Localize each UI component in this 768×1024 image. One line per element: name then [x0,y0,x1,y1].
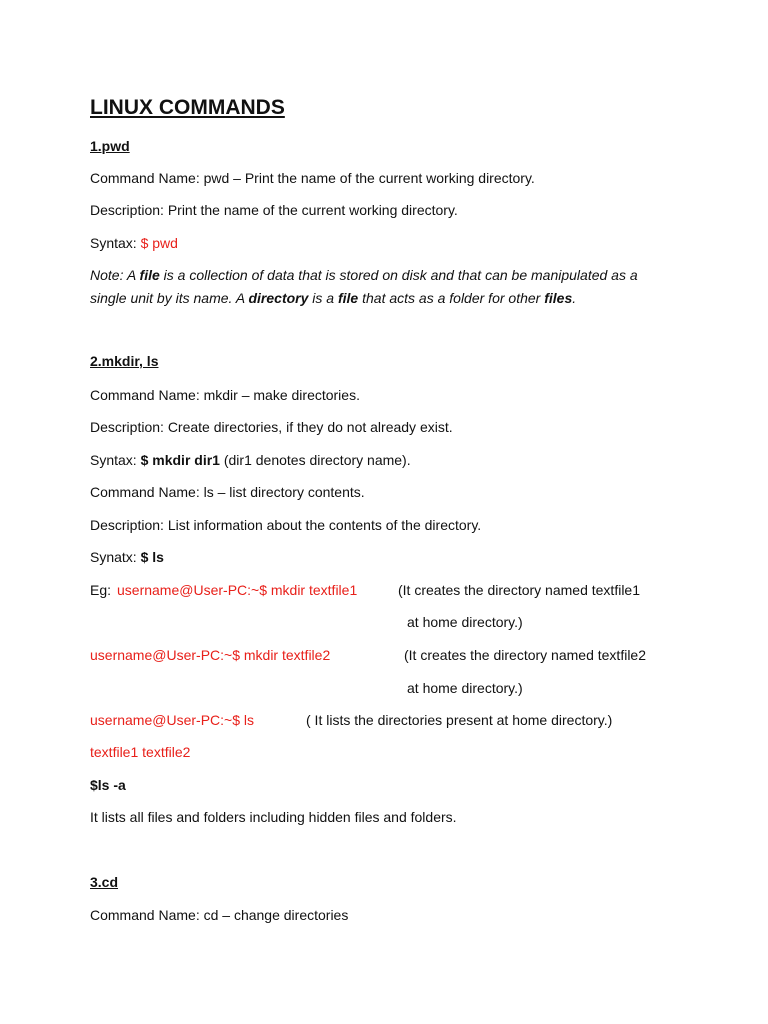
mkdir-description: Description: Create directories, if they do not already exist. [90,419,453,435]
example-note-1a: (It creates the directory named textfile1 [398,582,640,598]
pwd-command-name: Command Name: pwd – Print the name of the current working directory. [90,170,535,186]
section-heading-mkdir-ls: 2.mkdir, ls [90,353,159,369]
ls-syntax: Synatx: $ ls [90,549,164,565]
example-command-3: username@User-PC:~$ ls [90,712,254,728]
mkdir-command-name: Command Name: mkdir – make directories. [90,387,360,403]
ls-output: textfile1 textfile2 [90,744,191,760]
pwd-syntax-value: $ pwd [140,235,178,251]
pwd-syntax: Syntax: $ pwd [90,235,178,251]
mkdir-syntax: Syntax: $ mkdir dir1 (dir1 denotes directory name). [90,452,411,468]
example-note-2a: (It creates the directory named textfile2 [404,647,646,663]
document-title: LINUX COMMANDS [90,96,285,119]
pwd-description: Description: Print the name of the current working directory. [90,202,458,218]
cd-command-name: Command Name: cd – change directories [90,907,349,923]
example-note-2b: at home directory.) [407,680,523,696]
ls-description: Description: List information about the contents of the directory. [90,517,482,533]
ls-command-name: Command Name: ls – list directory contents. [90,484,365,500]
section-heading-pwd: 1.pwd [90,138,130,154]
example-note-3: ( It lists the directories present at home directory.) [306,712,613,728]
ls-a-description: It lists all files and folders including hidden files and folders. [90,809,457,825]
example-command-1: username@User-PC:~$ mkdir textfile1 [117,582,358,598]
file-note-line2: single unit by its name. A directory is a file that acts as a folder for other files. [90,290,577,306]
example-command-2: username@User-PC:~$ mkdir textfile2 [90,647,331,663]
ls-a-command: $ls -a [90,777,126,793]
section-heading-cd: 3.cd [90,874,119,890]
file-note-line1: Note: A file is a collection of data that is stored on disk and that can be manipulated as a [90,267,638,283]
example-note-1b: at home directory.) [407,614,523,630]
example-label: Eg: [90,582,112,598]
